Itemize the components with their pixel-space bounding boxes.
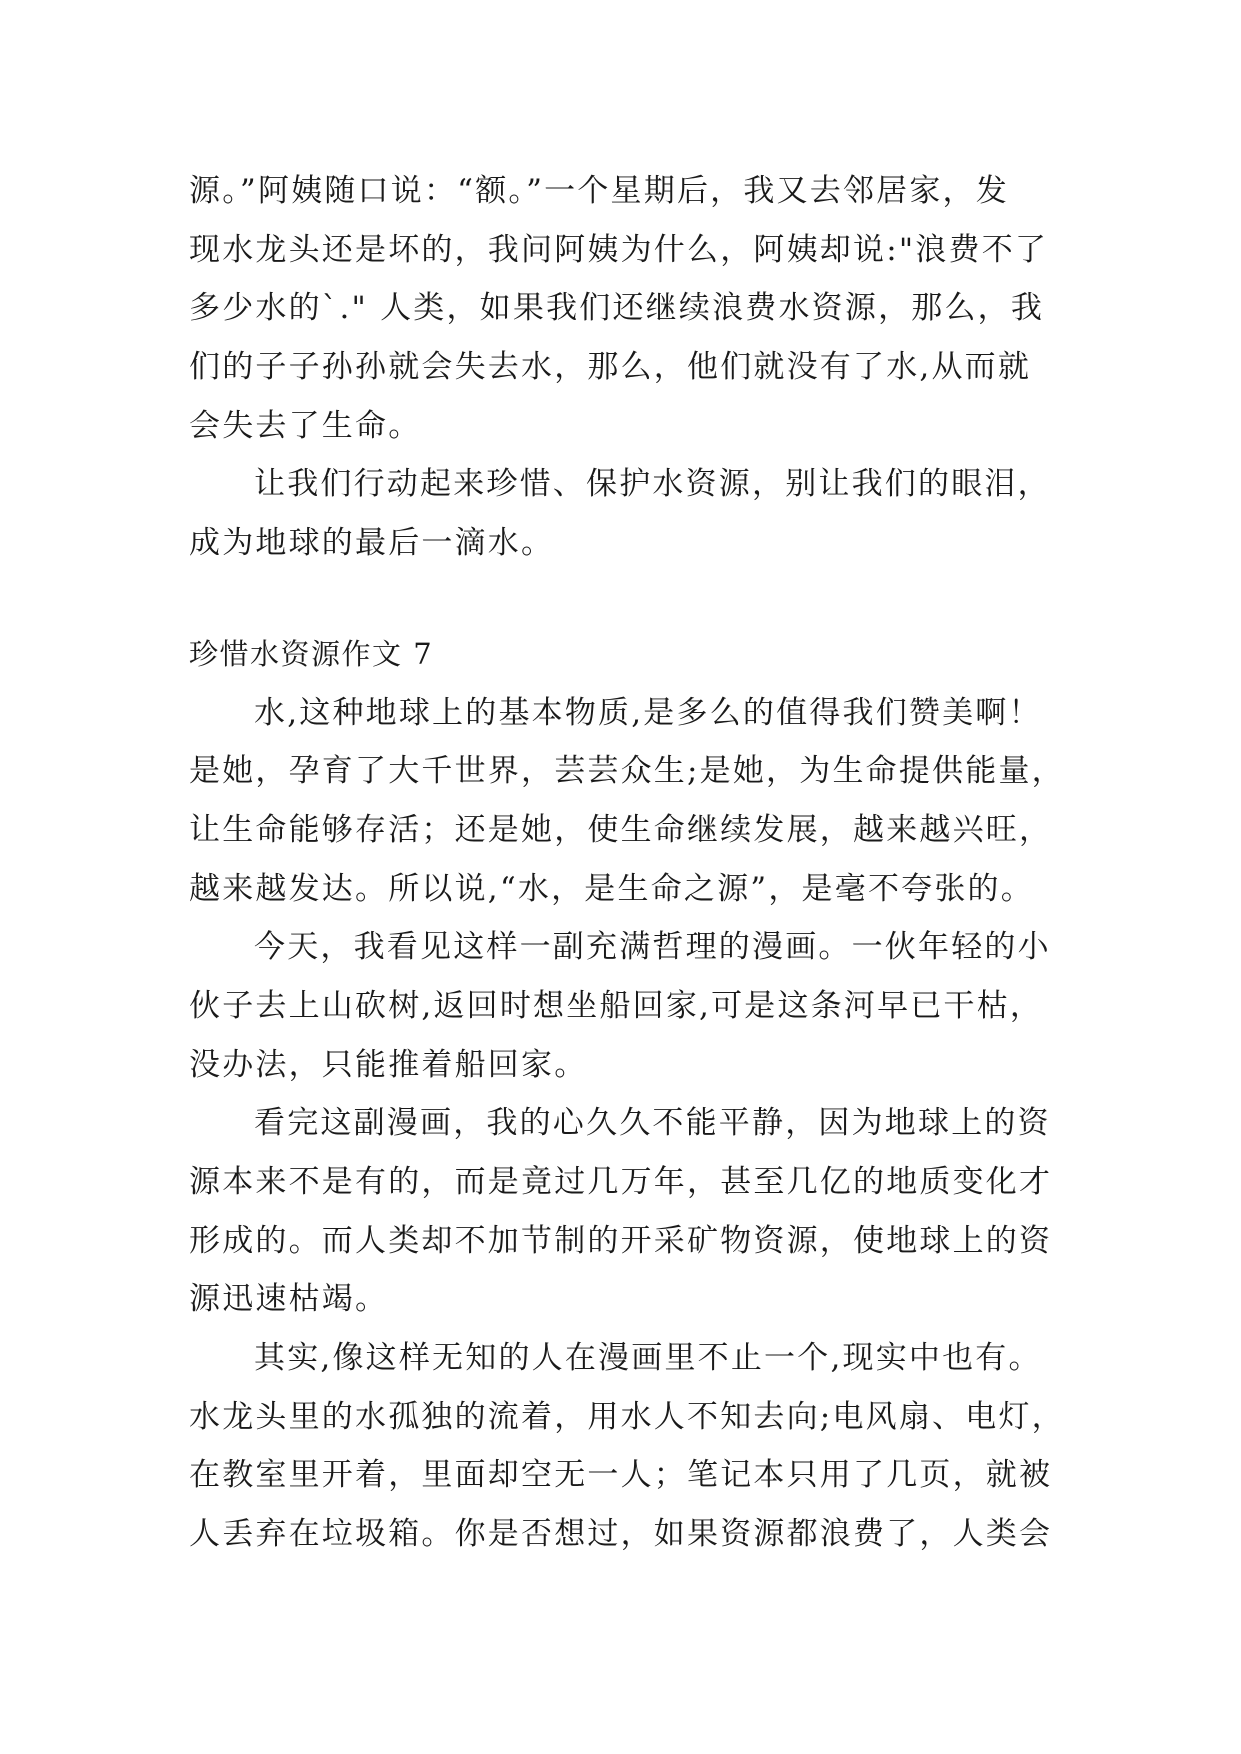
document-body [189,162,1065,1564]
text-line: 在教室里开着，里面却空无一人；笔记本只用了几页，就被 [189,1457,1053,1494]
text-line: 让生命能够存活；还是她，使生命继续发展，越来越兴旺， [189,811,1053,848]
text-line: 看完这副漫画，我的心久久不能平静，因为地球上的资 [254,1105,1051,1142]
text-line: 源本来不是有的，而是竟过几万年，甚至几亿的地质变化才 [189,1164,1053,1200]
text-line: 伙子去上山砍树,返回时想坐船回家,可是这条河早已干枯， [189,987,1044,1024]
text-line: 源。”阿姨随口说：“额。”一个星期后，我又去邻居家，发 [189,173,1009,209]
text-line: 成为地球的最后一滴水。 [189,525,555,562]
paragraph [189,684,1065,919]
paragraph-continued [189,162,1059,455]
text-line: 源迅速枯竭。 [189,1281,389,1318]
text-line: 让我们行动起来珍惜、保护水资源，别让我们的眼泪， [254,466,1051,503]
text-line: 人丢弃在垃圾箱。你是否想过，如果资源都浪费了，人类会 [189,1516,1053,1553]
text-line: 水,这种地球上的基本物质,是多么的值得我们赞美啊！ [254,694,1042,731]
text-line: 现水龙头还是坏的，我问阿姨为什么，阿姨却说:"浪费不了 [189,231,1049,268]
text-line: 水龙头里的水孤独的流着，用水人不知去向;电风扇、电灯， [189,1398,1065,1435]
section-title: 珍惜水资源作文 7 [189,636,434,671]
paragraph [189,1094,1059,1329]
text-line: 多少水的`." 人类，如果我们还继续浪费水资源，那么，我 [189,290,1045,327]
text-line: 们的子子孙孙就会失去水，那么，他们就没有了水,从而就 [189,349,1032,386]
text-line: 会失去了生命。 [189,407,422,444]
text-line: 没办法，只能推着船回家。 [189,1046,588,1083]
text-line: 越来越发达。所以说,“水，是生命之源”，是毫不夸张的。 [189,870,1034,907]
text-line: 其实,像这样无知的人在漫画里不止一个,现实中也有。 [254,1340,1042,1377]
text-line: 是她，孕育了大千世界，芸芸众生;是她，为生命提供能量， [189,753,1065,790]
text-line: 形成的。而人类却不加节制的开采矿物资源，使地球上的资 [189,1222,1053,1259]
paragraph [189,1329,1065,1564]
paragraph [189,918,1059,1094]
section-heading-wrap [189,625,1059,684]
text-line: 今天，我看见这样一副充满哲理的漫画。一伙年轻的小 [254,929,1051,966]
paragraph [189,455,1059,572]
